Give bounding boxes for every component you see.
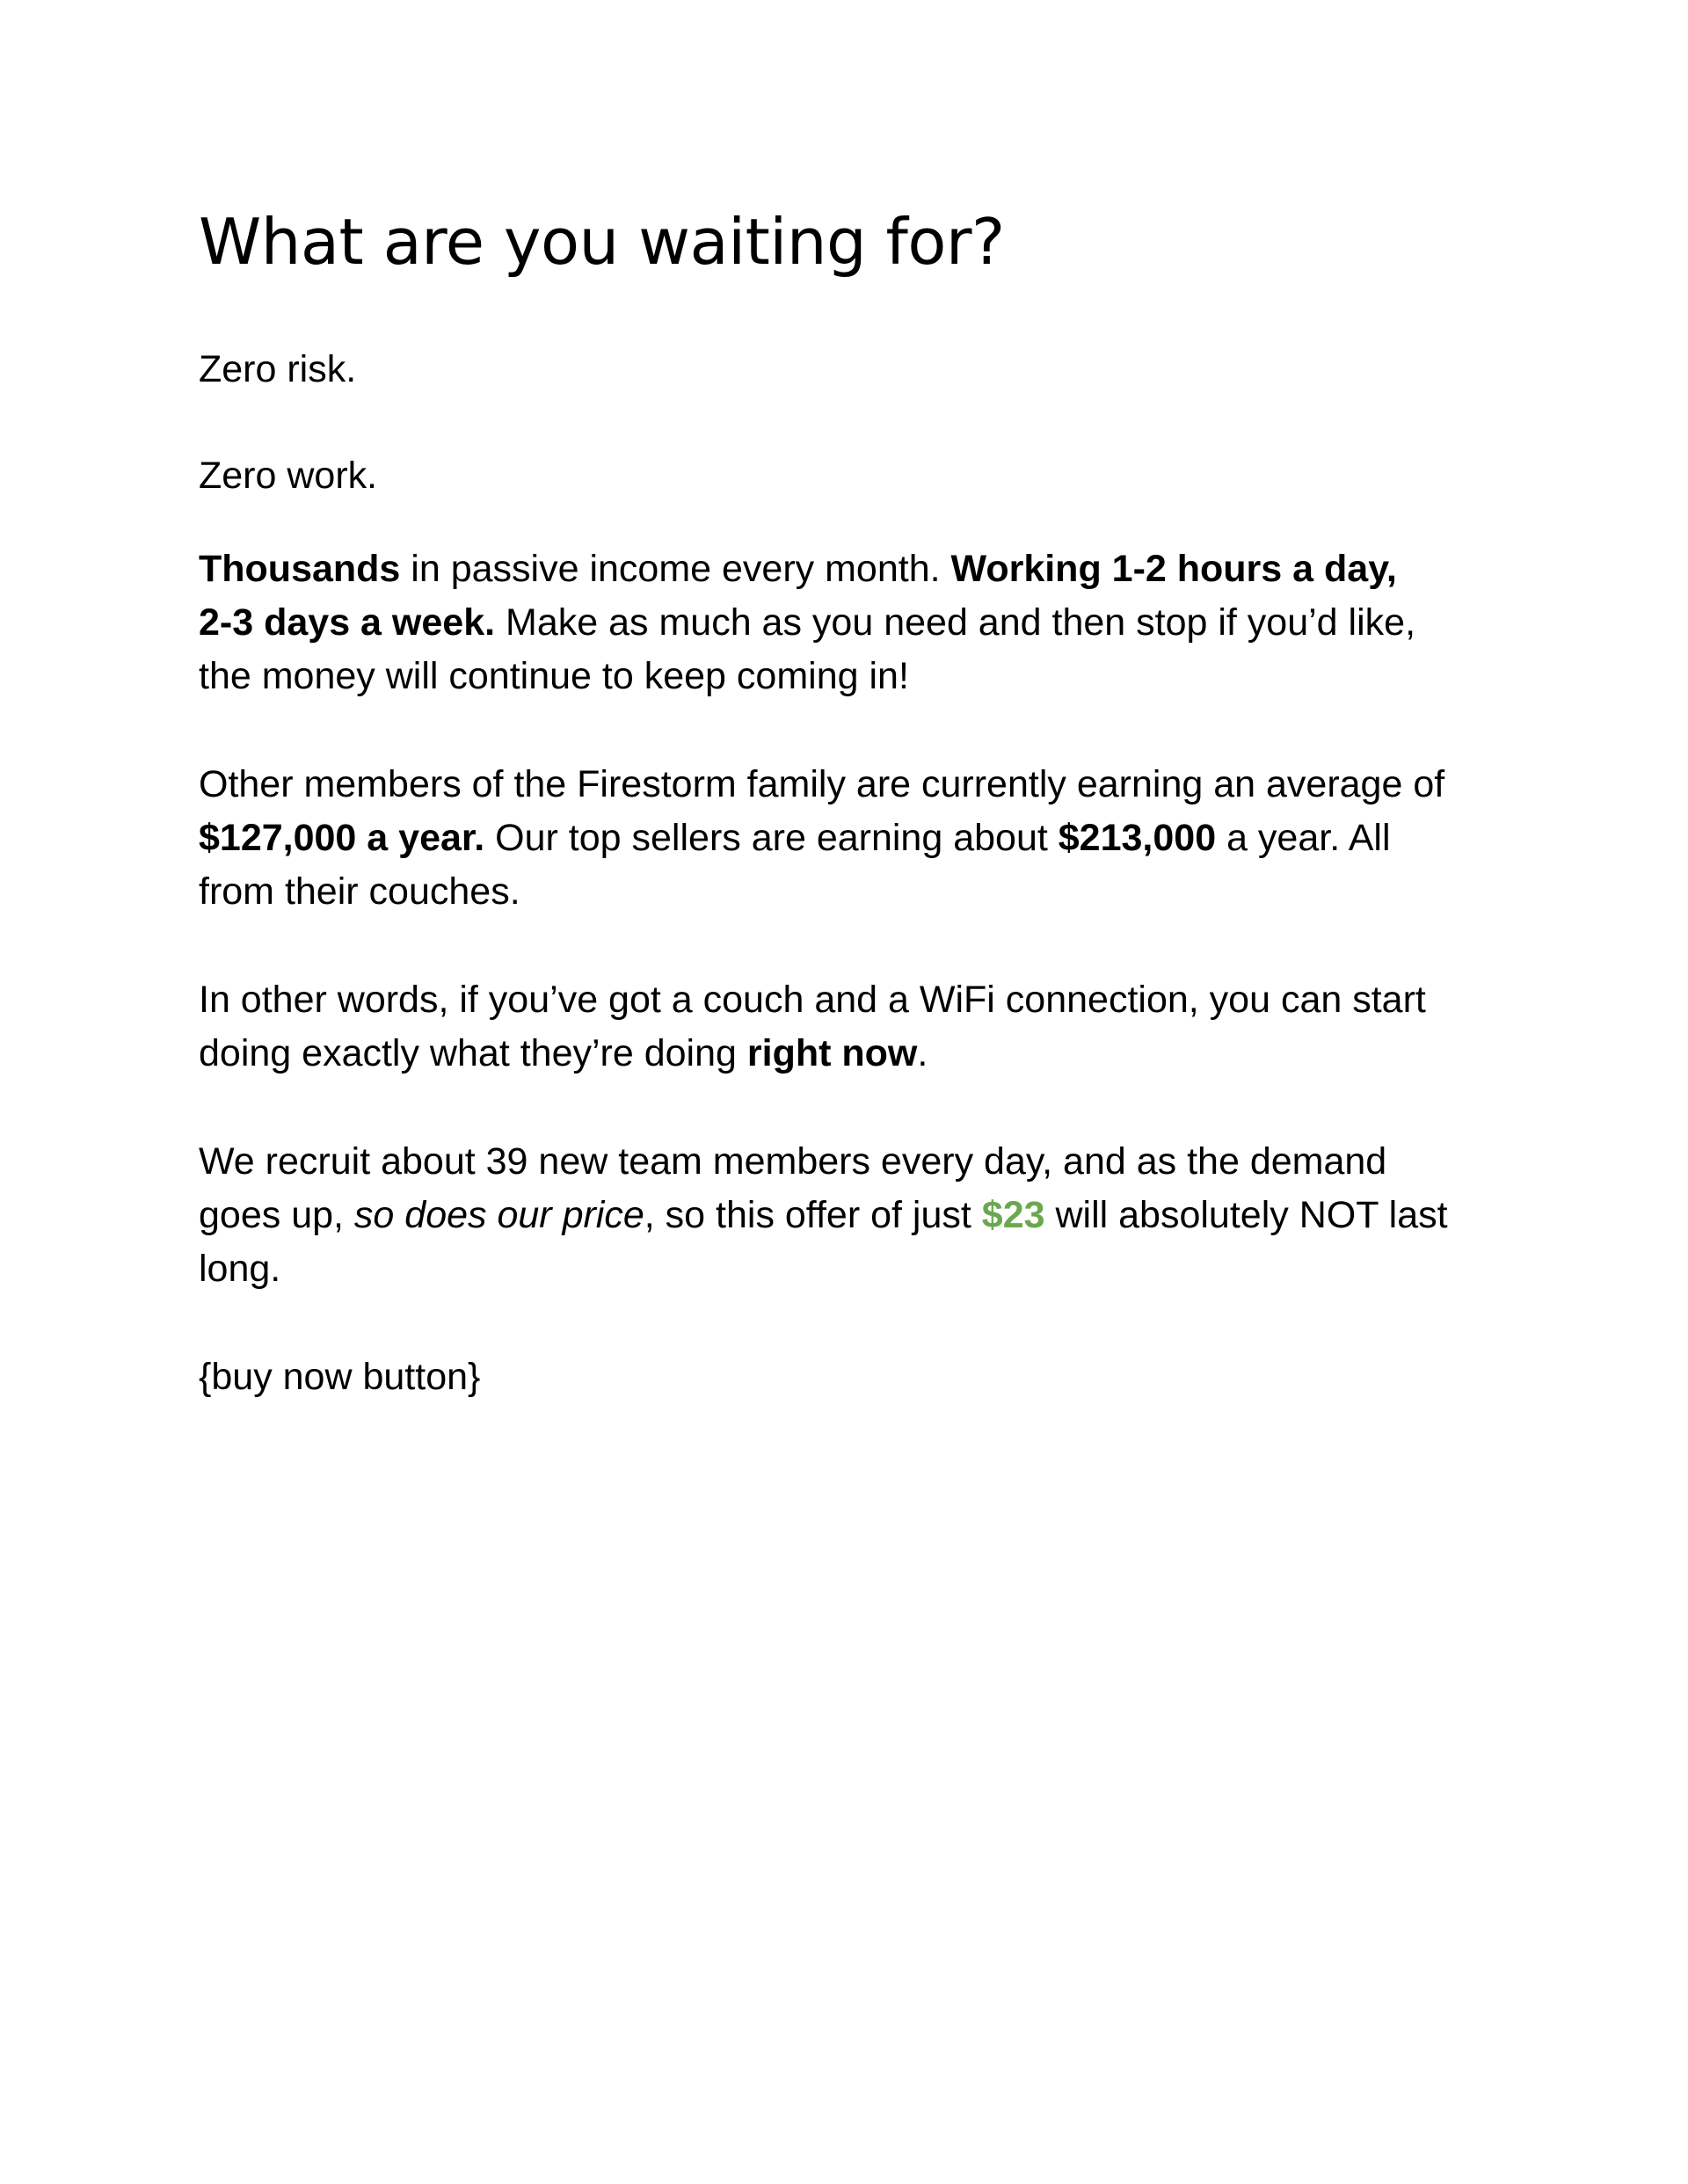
- bold-text: right now: [746, 1032, 918, 1074]
- price-highlight: $23: [981, 1194, 1045, 1236]
- couch-wifi-paragraph: [199, 973, 1426, 1081]
- passive-income-paragraph: [199, 542, 1415, 703]
- body-text: , so this offer of just: [644, 1194, 982, 1236]
- paragraph-line: from their couches.: [199, 870, 520, 913]
- bold-text: $127,000 a year.: [199, 817, 485, 859]
- paragraph-line: long.: [199, 1248, 281, 1290]
- body-text: .: [917, 1032, 928, 1074]
- paragraph-line: In other words, if you’ve got a couch and a WiFi connection, you can start: [199, 979, 1426, 1021]
- bold-text: Working 1-2 hours a day,: [950, 548, 1397, 590]
- buy-now-placeholder: {buy now button}: [199, 1356, 481, 1398]
- body-text: Make as much as you need and then stop if you’d like,: [495, 601, 1416, 644]
- body-text: a year. All: [1216, 817, 1391, 859]
- offer-paragraph: [199, 1135, 1448, 1296]
- body-text: will absolutely NOT last: [1044, 1194, 1448, 1236]
- paragraph-line: [199, 542, 1415, 596]
- bold-text: Thousands: [199, 548, 401, 590]
- paragraph-line: [199, 1189, 1448, 1242]
- body-text: in passive income every month.: [400, 548, 951, 590]
- paragraph-line: [199, 596, 1415, 650]
- paragraph-line: Other members of the Firestorm family are currently earning an average of: [199, 763, 1445, 805]
- bold-text: 2-3 days a week.: [199, 601, 496, 644]
- italic-text: so does our price: [353, 1194, 644, 1236]
- zero-risk-text: Zero risk.: [199, 348, 357, 390]
- zero-work-text: Zero work.: [199, 455, 378, 497]
- paragraph-line: [199, 812, 1444, 865]
- page-title: What are you waiting for?: [199, 205, 1005, 279]
- paragraph-line: We recruit about 39 new team members every day, and as the demand: [199, 1140, 1387, 1183]
- body-text: Our top sellers are earning about: [484, 817, 1059, 859]
- bold-text: $213,000: [1058, 817, 1217, 859]
- body-text: doing exactly what they’re doing: [199, 1032, 747, 1074]
- paragraph-line: the money will continue to keep coming in!: [199, 655, 909, 697]
- body-text: goes up,: [199, 1194, 354, 1236]
- earnings-paragraph: [199, 758, 1444, 919]
- paragraph-line: [199, 1027, 1426, 1081]
